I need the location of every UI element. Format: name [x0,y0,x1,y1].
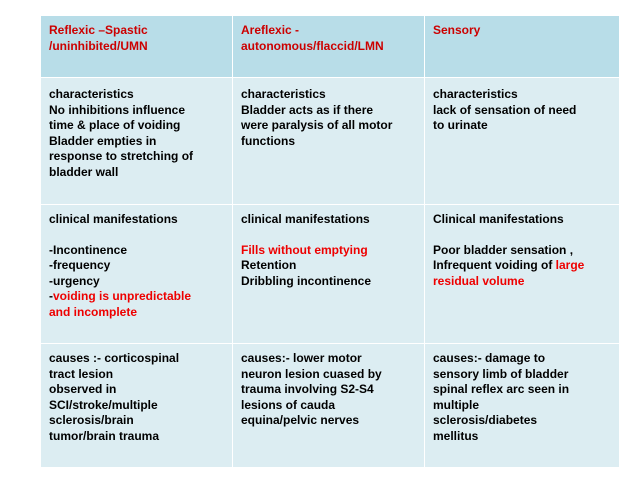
causes-areflexic: causes:- lower motor neuron lesion cuased by trauma involving S2-S4 lesions of cauda equina/pelvic nerves [233,344,425,468]
characteristics-reflexic: characteristics No inhibitions influence time & place of voiding Bladder empties in response to stretching of bladder wall [41,78,233,205]
clinical-areflexic: clinical manifestations Fills without emptying Retention Dribbling incontinence [233,205,425,344]
causes-row [41,344,620,468]
characteristics-areflexic: characteristics Bladder acts as if there were paralysis of all motor functions [233,78,425,205]
characteristics-row [41,78,620,205]
causes-reflexic: causes :- corticospinal tract lesion observed in SCI/stroke/multiple sclerosis/brain tumor/brain trauma [41,344,233,468]
header-sensory: Sensory [425,16,620,78]
causes-sensory: causes:- damage to sensory limb of bladder spinal reflex arc seen in multiple sclerosis/diabetes mellitus [425,344,620,468]
characteristics-sensory: characteristics lack of sensation of need to urinate [425,78,620,205]
bladder-types-table [40,15,620,468]
clinical-sensory: Clinical manifestations Poor bladder sensation , Infrequent voiding of large residual volume [425,205,620,344]
clinical-row [41,205,620,344]
header-areflexic: Areflexic - autonomous/flaccid/LMN [233,16,425,78]
header-row [41,16,620,78]
clinical-reflexic: clinical manifestations -Incontinence -frequency -urgency -voiding is unpredictable and incomplete [41,205,233,344]
header-reflexic: Reflexic –Spastic /uninhibited/UMN [41,16,233,78]
